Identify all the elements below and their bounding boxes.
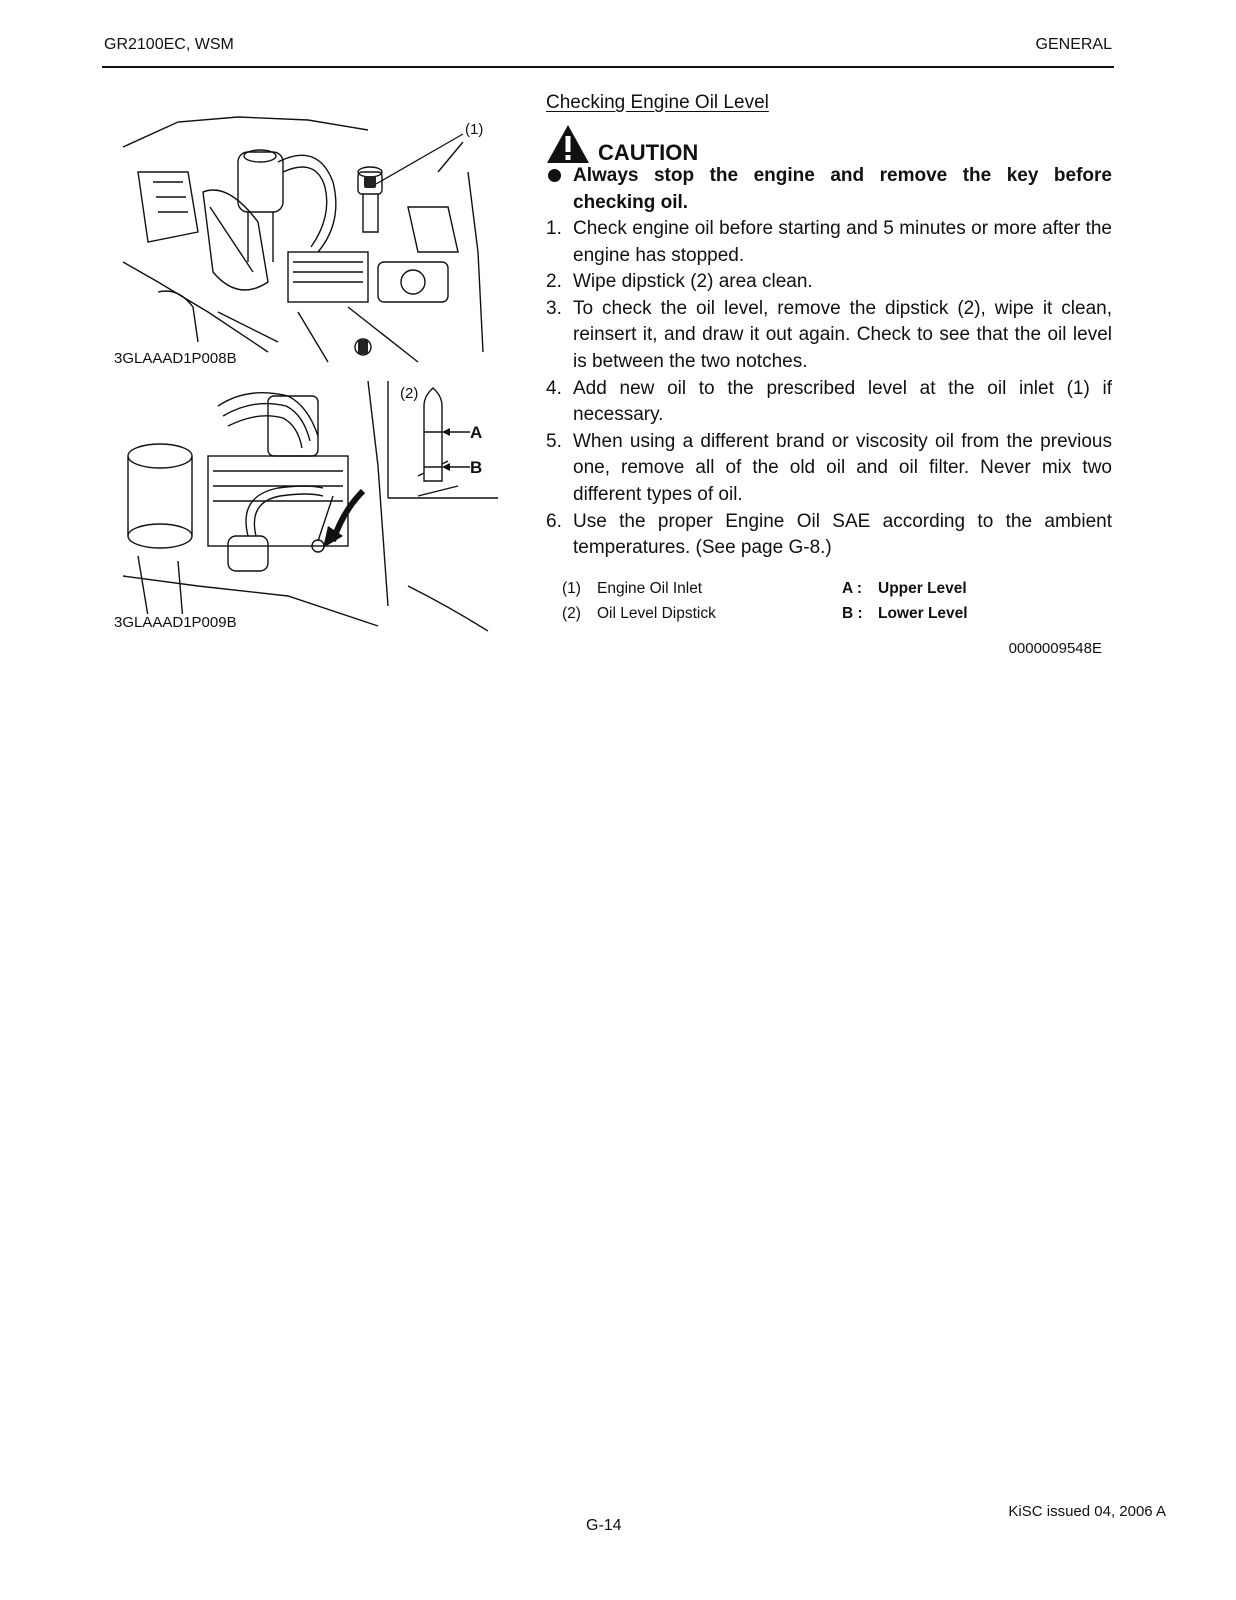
legend-text: Engine Oil Inlet xyxy=(597,579,703,597)
legend-number: (2) xyxy=(562,604,581,622)
warning-triangle-icon xyxy=(546,124,590,164)
legend-text: Oil Level Dipstick xyxy=(597,604,716,622)
step-text: To check the oil level, remove the dipstick (2), wipe it clean, reinsert it, and draw it out again. Check to see that the oil level is between the two notches. xyxy=(573,297,1112,372)
step-item xyxy=(546,216,1112,269)
header-rule xyxy=(102,66,1114,68)
callout-oil-inlet: (1) xyxy=(465,121,484,138)
caution-item xyxy=(546,163,1112,216)
issue-note: KiSC issued 04, 2006 A xyxy=(1008,1503,1166,1520)
step-number: 4. xyxy=(546,377,562,399)
procedure-steps xyxy=(546,216,1112,562)
figure-dipstick xyxy=(118,376,498,632)
legend-row xyxy=(562,576,968,601)
step-number: 6. xyxy=(546,510,562,532)
step-text: Use the proper Engine Oil SAE according to the ambient temperatures. (See page G-8.) xyxy=(573,510,1112,559)
callout-dipstick: (2) xyxy=(400,385,419,402)
header-model: GR2100EC, WSM xyxy=(104,36,234,53)
caution-text: Always stop the engine and remove the key before checking oil. xyxy=(573,165,1112,213)
legend-number: (1) xyxy=(562,579,581,597)
bullet-icon xyxy=(548,169,561,182)
figure-code-1: 3GLAAAD1P008B xyxy=(114,350,237,367)
caution-heading xyxy=(546,124,698,164)
engine-drawing-1 xyxy=(118,112,498,370)
label-lower-level: B xyxy=(470,458,483,477)
step-item xyxy=(546,296,1112,376)
step-text: Wipe dipstick (2) area clean. xyxy=(573,271,813,293)
figure-code-2: 3GLAAAD1P009B xyxy=(114,614,237,631)
step-number: 5. xyxy=(546,430,562,452)
figure-legend xyxy=(562,576,968,626)
label-upper-level: A xyxy=(470,423,483,442)
legend-key: A : xyxy=(842,579,863,597)
step-number: 2. xyxy=(546,271,562,293)
step-item xyxy=(546,429,1112,509)
step-text: When using a different brand or viscosity oil from the previous one, remove all of the old oil and oil filter. Never mix two different types of oil. xyxy=(573,430,1112,505)
section-title: Checking Engine Oil Level xyxy=(546,92,769,113)
caution-list xyxy=(546,163,1112,216)
legend-row xyxy=(562,601,968,626)
legend-key: B : xyxy=(842,604,863,622)
caution-label: CAUTION xyxy=(598,140,699,165)
step-number: 1. xyxy=(546,218,562,239)
step-text: Add new oil to the prescribed level at the oil inlet (1) if necessary. xyxy=(573,377,1112,426)
document-code: 0000009548E xyxy=(1008,640,1102,657)
step-text: Check engine oil before starting and 5 minutes or more after the engine has stopped. xyxy=(573,218,1112,266)
legend-value: Upper Level xyxy=(878,579,967,597)
step-item xyxy=(546,509,1112,562)
step-item xyxy=(546,376,1112,429)
figure-oil-inlet xyxy=(118,112,498,370)
legend-value: Lower Level xyxy=(878,604,968,622)
step-number: 3. xyxy=(546,297,562,319)
page-number: G-14 xyxy=(586,1517,622,1534)
step-item xyxy=(546,269,1112,296)
engine-drawing-2 xyxy=(118,376,498,632)
header-section: GENERAL xyxy=(1035,36,1112,53)
